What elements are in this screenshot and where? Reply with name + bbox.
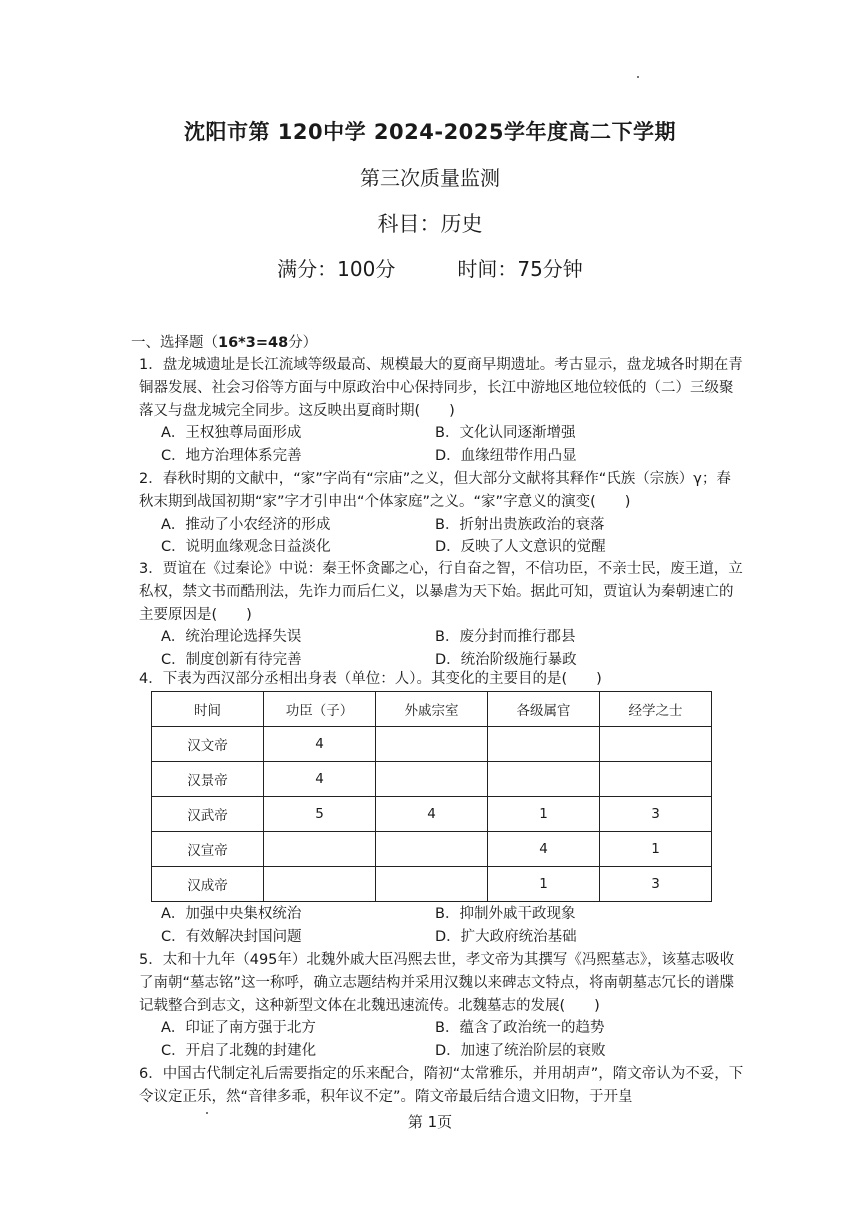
table-cell: 3	[600, 797, 712, 832]
question-stem: 2．春秋时期的文献中，“家”字尚有“宗庙”之义，但大部分文献将其释作“氏族（宗族）γ；春秋末期到战国初期“家”字才引申出“个体家庭”之义。“家”字意义的演变( )	[139, 471, 731, 510]
option-c[interactable]: C．有效解决封国问题	[161, 928, 302, 945]
table-row	[152, 867, 712, 902]
table-cell: 汉景帝	[152, 762, 264, 797]
table-header: 各级属官	[488, 692, 600, 727]
table-cell: 4	[264, 762, 376, 797]
table-cell: 1	[488, 797, 600, 832]
question-stem: 3．贾谊在《过秦论》中说：秦王怀贪鄙之心，行自奋之智，不信功臣，不亲士民，废王道，立私权，禁文书而酷刑法，先诈力而后仁义，以暴虐为天下始。据此可知，贾谊认为秦朝速亡的主要原因是( )	[139, 561, 743, 623]
table-cell	[264, 832, 376, 867]
option-a[interactable]: A．统治理论选择失误	[161, 629, 302, 646]
option-b[interactable]: B．折射出贵族政治的衰落	[435, 516, 605, 533]
question-4-options	[139, 903, 744, 949]
option-c[interactable]: C．地方治理体系完善	[161, 448, 302, 465]
table-header: 外戚宗室	[376, 692, 488, 727]
option-a[interactable]: A．王权独尊局面形成	[161, 425, 302, 442]
table-row	[152, 832, 712, 867]
question-stem: 6．中国古代制定礼后需要指定的乐来配合，隋初“太常雅乐，并用胡声”，隋文帝认为不妥，下令议定正乐，然“音律多乖，积年议不定”。隋文帝最后结合遗文旧物，于开皇	[139, 1066, 744, 1105]
table-cell	[488, 727, 600, 762]
table-cell: 5	[264, 797, 376, 832]
table-cell	[600, 727, 712, 762]
section-label: 一、选择题（	[131, 335, 218, 351]
exam-time: 时间：75分钟	[457, 257, 583, 281]
question-5	[139, 949, 744, 1063]
question-stem: 1．盘龙城遗址是长江流域等级最高、规模最大的夏商早期遗址。考古显示，盘龙城各时期在青铜器发展、社会习俗等方面与中原政治中心保持同步，长江中游地区地位较低的（二）三级聚落又与盘龙城完全同步。这反映出夏商时期( )	[139, 357, 743, 419]
table-cell: 汉武帝	[152, 797, 264, 832]
table-cell: 汉宣帝	[152, 832, 264, 867]
option-d[interactable]: D．统治阶级施行暴政	[435, 652, 577, 669]
table-cell: 1	[488, 867, 600, 902]
question-4	[139, 668, 744, 691]
option-d[interactable]: D．反映了人文意识的觉醒	[435, 539, 606, 556]
option-a[interactable]: A．推动了小农经济的形成	[161, 516, 331, 533]
option-b[interactable]: B．文化认同逐渐增强	[435, 425, 576, 442]
exam-meta	[0, 253, 860, 282]
table-header: 经学之士	[600, 692, 712, 727]
table-header: 时间	[152, 692, 264, 727]
table-cell: 1	[600, 832, 712, 867]
option-a[interactable]: A．印证了南方强于北方	[161, 1020, 316, 1037]
table-cell	[376, 762, 488, 797]
option-a[interactable]: A．加强中央集权统治	[161, 906, 302, 922]
question-stem: 4．下表为西汉部分丞相出身表（单位：人）。其变化的主要目的是( )	[139, 671, 602, 687]
table-cell: 4	[488, 832, 600, 867]
question-options	[139, 903, 744, 949]
table-cell: 汉文帝	[152, 727, 264, 762]
table-cell	[376, 832, 488, 867]
table-cell	[264, 867, 376, 902]
question-options	[139, 422, 744, 468]
table-cell: 3	[600, 867, 712, 902]
option-b[interactable]: B．抑制外戚干政现象	[435, 906, 576, 922]
section-formula: 16*3=48	[218, 335, 289, 351]
option-c[interactable]: C．制度创新有待完善	[161, 652, 302, 669]
table-cell	[488, 762, 600, 797]
option-c[interactable]: C．说明血缘观念日益淡化	[161, 539, 331, 556]
question-2	[139, 468, 744, 559]
exam-title: 沈阳市第 120中学 2024-2025学年度高二下学期	[183, 120, 677, 144]
chancellor-origin-table	[151, 691, 712, 902]
question-1	[139, 354, 744, 468]
table-cell	[376, 867, 488, 902]
question-3	[139, 558, 744, 672]
table-row	[152, 797, 712, 832]
question-6	[139, 1063, 744, 1109]
option-d[interactable]: D．扩大政府统治基础	[435, 928, 577, 945]
question-options	[139, 626, 744, 672]
option-b[interactable]: B．蕴含了政治统一的趋势	[435, 1020, 605, 1037]
table-cell	[376, 727, 488, 762]
table-cell	[600, 762, 712, 797]
full-score: 满分：100分	[277, 257, 396, 281]
table-row	[152, 727, 712, 762]
option-d[interactable]: D．血缘纽带作用凸显	[435, 448, 577, 465]
table-header-row	[152, 692, 712, 727]
section-heading	[131, 331, 317, 352]
exam-subject: 科目：历史	[377, 212, 483, 236]
table-cell: 4	[264, 727, 376, 762]
exam-subtitle: 第三次质量监测	[360, 166, 500, 190]
question-options	[139, 514, 744, 560]
scan-speck	[206, 1112, 208, 1114]
option-d[interactable]: D．加速了统治阶层的衰败	[435, 1043, 606, 1060]
page-number: 第 1页	[407, 1113, 453, 1131]
option-b[interactable]: B．废分封而推行郡县	[435, 629, 576, 646]
option-c[interactable]: C．开启了北魏的封建化	[161, 1043, 317, 1060]
table-cell: 4	[376, 797, 488, 832]
table-cell: 汉成帝	[152, 867, 264, 902]
table-row	[152, 762, 712, 797]
scan-speck	[637, 76, 639, 78]
question-options	[139, 1017, 744, 1063]
section-suffix: 分）	[288, 335, 318, 351]
question-stem: 5．太和十九年（495年）北魏外戚大臣冯熙去世，孝文帝为其撰写《冯熙墓志》，该墓志吸收了南朝“墓志铭”这一称呼，确立志题结构并采用汉魏以来碑志文特点，将南朝墓志冗长的谱牒记载整合到志文，这种新型文体在北魏迅速流传。北魏墓志的发展( )	[139, 952, 735, 1014]
table-header: 功臣（子）	[264, 692, 376, 727]
